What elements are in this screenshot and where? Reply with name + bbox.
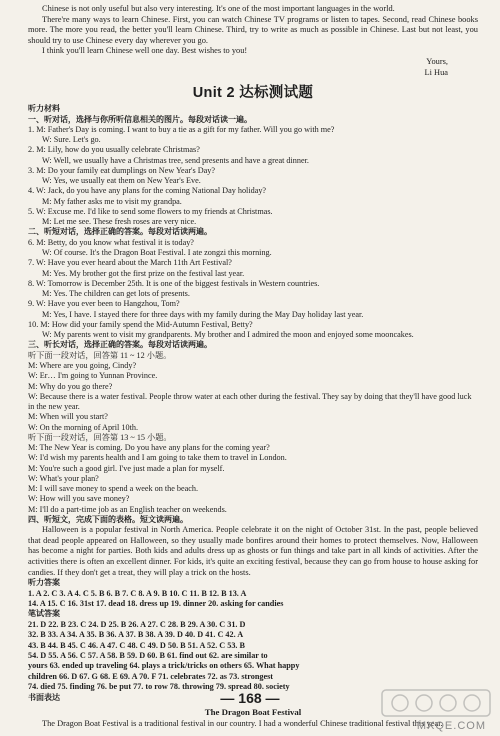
letter-paragraph-3: I think you'll learn Chinese well one day. Best wishes to you! [42,46,248,56]
dialogue-line: W: Well, we usually have a Christmas tree, send presents and have a great dinner. [42,155,309,165]
answer-line: 14. A 15. C 16. 31st 17. dead 18. dress up 19. dinner 20. asking for candies [28,598,284,608]
dialogue-line: 4. W: Jack, do you have any plans for the coming National Day holiday? [28,186,267,196]
dialogue-line: M: Why do you go there? [28,381,113,391]
letter-paragraph-2: There're many ways to learn Chinese. First, you can watch Chinese TV programs or listen to tapes. Second, read Chinese books more. The more you read, the better you'll learn Chinese. Third, try to write as much as possible in Chinese. Last but not least, you should try to use Chinese every day wherever you go. [28,14,478,45]
dialogue-line: 2. M: Lily, how do you usually celebrate Christmas? [28,145,200,155]
dialogue-line: M: My father asks me to visit my grandpa. [42,196,182,206]
dialogue-line: W: On the morning of April 10th. [28,422,138,432]
dialogue-line: 6. M: Betty, do you know what festival it is today? [28,237,194,247]
written-answers-header: 笔试答案 [28,609,60,619]
part1-dialogues [28,125,478,228]
dialogue-line: M: Yes, I have. I stayed there for three days with my family during the May Day holiday last year. [42,309,364,319]
part1-heading: 一、听对话，选择与你所听信息相关的图片。每段对话读一遍。 [28,114,252,124]
essay-text: The Dragon Boat Festival is a traditional festival in our country. I had a wonderful Chinese traditional festival this year. [42,719,443,729]
dialogue-line: M: When will you start? [28,412,108,422]
answer-line: 32. B 33. A 34. A 35. B 36. A 37. B 38. A 39. D 40. D 41. C 42. A [28,630,244,640]
dialogue-line: 7. W: Have you ever heard about the March 11th Art Festival? [28,258,232,268]
answer-line: 43. B 44. B 45. C 46. A 47. C 48. C 49. D 50. B 51. A 52. C 53. B [28,640,245,650]
page-number: — 168 — [220,690,280,706]
dialogue-line: 8. W: Tomorrow is December 25th. It is one of the biggest festivals in Western countries. [28,278,320,288]
essay-title: The Dragon Boat Festival [204,707,302,718]
dialogue-line: M: The New Year is coming. Do you have any plans for the coming year? [28,443,270,453]
part4-heading: 四、听短文，完成下面的表格。短文读两遍。 [28,514,188,524]
dialogue-line: W: Yes, we usually eat them on New Year's Eve. [42,176,201,186]
part4-passage: Halloween is a popular festival in North America. People celebrate it on the night of October 31st. In the past, people believed that dead people appeared on Halloween, so they usually made bonfires around their homes to protect themselves. Now, Halloween has become a night for parties. Both kids and adults dress up as ghosts or fun things and take part in all kinds of activities. After the activities there is often an excellent dinner. For kids, it's quite an exciting festival, because they can go from house to house asking for candies. If they don't get a treat, they will play a trick on the hosts. [28,525,478,577]
dialogue-line: W: How will you save money? [28,494,130,504]
watermark-text: MXQE.COM [416,720,486,732]
listening-answers-header: 听力答案 [28,578,60,588]
dialogue-line: 1. M: Father's Day is coming. I want to buy a tie as a gift for my father. Will you go with me? [28,124,335,134]
dialogue-line: W: I'd wish my parents health and I am going to take them to travel in London. [28,453,287,463]
dialogue-line: 9. W: Have you ever been to Hangzhou, Tom? [28,299,180,309]
part3-sub-instruction-1: 听下面一段对话，回答第 11 ~ 12 小题。 [28,350,172,360]
dialogue-line: 3. M: Do your family eat dumplings on New Year's Day? [28,165,216,175]
part3-sub-instruction-2: 听下面一段对话，回答第 13 ~ 15 小题。 [28,432,172,442]
writing-header: 书面表达 [28,692,60,702]
dialogue-line: 10. M: How did your family spend the Mid-Autumn Festival, Betty? [28,319,253,329]
dialogue-line: 5. W: Excuse me. I'd like to send some flowers to my friends at Christmas. [28,206,273,216]
letter-closing: Yours, [426,56,448,66]
dialogue-line: M: I will save money to spend a week on the beach. [28,484,199,494]
dialogue-line: M: Yes. The children can get lots of presents. [42,289,190,299]
dialogue-line: M: You're such a good girl. I've just made a plan for myself. [28,463,225,473]
dialogue-line: W: Because there is a water festival. People throw water at each other during the festival. They say by doing that they'll have good luck in the new year. [28,391,472,412]
dialogue-line: W: My parents went to visit my grandparents. My brother and I admired the moon and enjoyed some mooncakes. [42,330,414,340]
part3-dialogue-2 [28,443,478,515]
letter-signature: Li Hua [424,67,448,77]
answer-line: 21. D 22. B 23. C 24. D 25. B 26. A 27. C 28. B 29. A 30. C 31. D [28,619,246,629]
answer-line: 74. died 75. finding 76. be put 77. to row 78. throwing 79. spread 80. society [28,682,290,692]
answer-line: 1. A 2. C 3. A 4. C 5. B 6. B 7. C 8. A 9. B 10. C 11. B 12. B 13. A [28,588,247,598]
answer-line: yours 63. ended up traveling 64. plays a trick/tricks on others 65. What happy [28,661,300,671]
dialogue-line: W: Of course. It's the Dragon Boat Festival. I ate zongzi this morning. [42,248,272,258]
part3-dialogue-1 [28,361,478,433]
part2-dialogues [28,238,478,341]
dialogue-line: M: I'll do a part-time job as an English teacher on weekends. [28,504,227,514]
part2-heading: 二、听短对话，选择正确的答案。每段对话读两遍。 [28,227,212,237]
dialogue-line: W: Sure. Let's go. [42,135,101,145]
dialogue-line: W: What's your plan? [28,473,99,483]
listening-header: 听力材料 [28,104,60,114]
dialogue-line: W: Er… I'm going to Yunnan Province. [28,371,158,381]
dialogue-line: M: Where are you going, Cindy? [28,361,137,371]
dialogue-line: M: Yes. My brother got the first prize on the festival last year. [42,268,245,278]
answer-line: 54. D 55. A 56. C 57. A 58. B 59. D 60. B 61. find out 62. are similar to [28,651,268,660]
unit-title: Unit 2 达标测试题 [192,85,314,102]
part3-heading: 三、听长对话，选择正确的答案。每段对话读两遍。 [28,340,212,350]
dialogue-line: M: Let me see. These fresh roses are very nice. [42,217,197,227]
letter-paragraph-1: Chinese is not only useful but also very interesting. It's one of the most important languages in the world. [42,4,395,13]
answer-line: children 66. D 67. G 68. E 69. A 70. F 71. celebrates 72. as 73. strongest [28,671,274,681]
